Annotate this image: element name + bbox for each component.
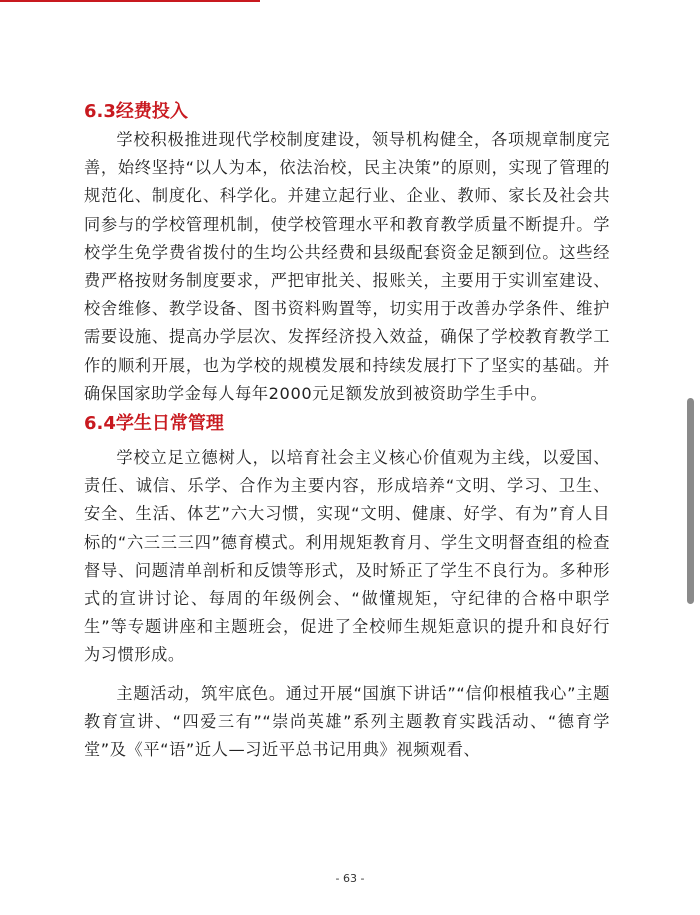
section-heading-student-management: 6.4学生日常管理 — [84, 413, 224, 435]
paragraph-funding: 学校积极推进现代学校制度建设，领导机构健全，各项规章制度完善，始终坚持“以人为本，依法治校，民主决策”的原则，实现了管理的规范化、制度化、科学化。并建立起行业、企业、教师、家长及社会共同参与的学校管理机制，使学校管理水平和教育教学质量不断提升。学校学生免学费省拨付的生均公共经费和县级配套资金足额到位。这些经费严格按财务制度要求，严把审批关、报账关，主要用于实训室建设、校舍维修、教学设备、图书资料购置等，切实用于改善办学条件、维护需要设施、提高办学层次、发挥经济投入效益，确保了学校教育教学工作的顺利开展，也为学校的规模发展和持续发展打下了坚实的基础。并确保国家助学金每人每年2000元足额发放到被资助学生手中。 — [84, 130, 610, 403]
page-content — [84, 98, 610, 764]
paragraph-moral-education: 学校立足立德树人，以培育社会主义核心价值观为主线，以爱国、责任、诚信、乐学、合作为主要内容，形成培养“文明、学习、卫生、安全、生活、体艺”六大习惯，实现“文明、健康、好学、有为”育人目标的“六三三三四”德育模式。利用规矩教育月、学生文明督查组的检查督导、问题清单剖析和反馈等形式，及时矫正了学生不良行为。多种形式的宣讲讨论、每周的年级例会、“做懂规矩，守纪律的合格中职学生”等专题讲座和主题班会，促进了全校师生规矩意识的提升和良好行为习惯形成。 — [84, 448, 610, 665]
page-number: - 63 - — [335, 872, 365, 885]
section-heading-funding: 6.3经费投入 — [84, 101, 188, 122]
paragraph-theme-activities: 主题活动，筑牢底色。通过开展“国旗下讲话”“信仰根植我心”主题教育宣讲、“四爱三有”“崇尚英雄”系列主题教育实践活动、“德育学堂”及《平“语”近人—习近平总书记用典》视频观看、 — [84, 683, 610, 760]
vertical-scrollbar-thumb[interactable] — [687, 398, 694, 604]
header-rule — [0, 0, 260, 2]
